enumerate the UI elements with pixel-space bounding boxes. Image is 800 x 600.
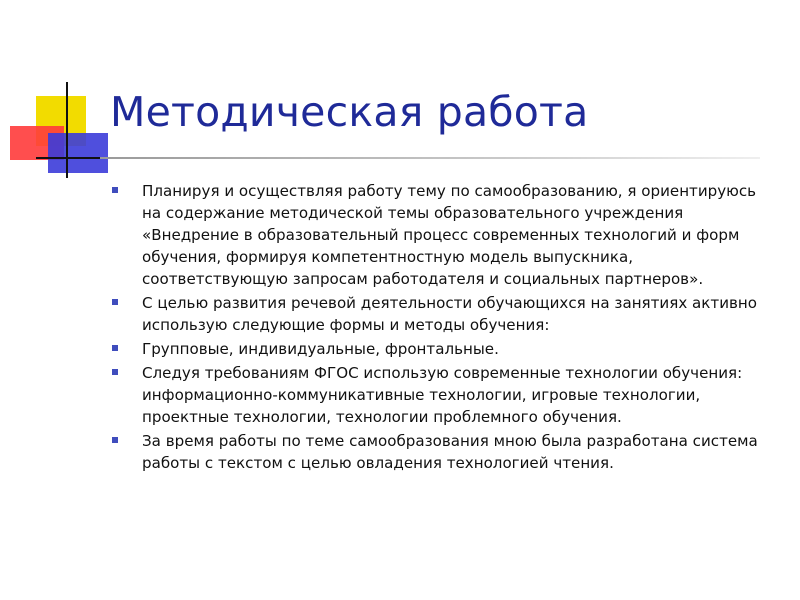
decor-vertical-line xyxy=(66,82,68,178)
decor-short-horizontal-line xyxy=(36,157,110,159)
bullet-text: С целью развития речевой деятельности обучающихся на занятиях активно использую следующие формы и методы обучения: xyxy=(142,294,758,334)
bullet-icon xyxy=(112,437,118,443)
bullet-item xyxy=(112,292,777,336)
bullet-icon xyxy=(112,345,118,351)
bullet-icon xyxy=(112,369,118,375)
decor-square-blue xyxy=(48,133,108,173)
bullet-item xyxy=(112,362,777,428)
bullet-icon xyxy=(112,187,118,193)
bullet-text: За время работы по теме самообразования мною была разработана система работы с текстом с целью овладения технологией чтения. xyxy=(142,432,758,472)
title-underline xyxy=(100,157,760,159)
bullet-text: Планируя и осуществляя работу тему по самообразованию, я ориентируюсь на содержание методической темы образовательного учреждения «Внедрение в образовательный процесс современных технологий и форм обучения, формируя компетентностную модель выпускника, соответствующую запросам работодателя и социальных партнеров». xyxy=(142,182,757,288)
bullet-list xyxy=(112,180,777,476)
slide-title: Методическая работа xyxy=(110,88,589,136)
bullet-item xyxy=(112,430,777,474)
bullet-icon xyxy=(112,299,118,305)
bullet-text: Следуя требованиям ФГОС использую современные технологии обучения: информационно-коммуникативные технологии, игровые технологии, проектные технологии, технологии проблемного обучения. xyxy=(142,364,743,426)
bullet-text: Групповые, индивидуальные, фронтальные. xyxy=(142,340,499,358)
bullet-item xyxy=(112,180,777,290)
bullet-item xyxy=(112,338,777,360)
